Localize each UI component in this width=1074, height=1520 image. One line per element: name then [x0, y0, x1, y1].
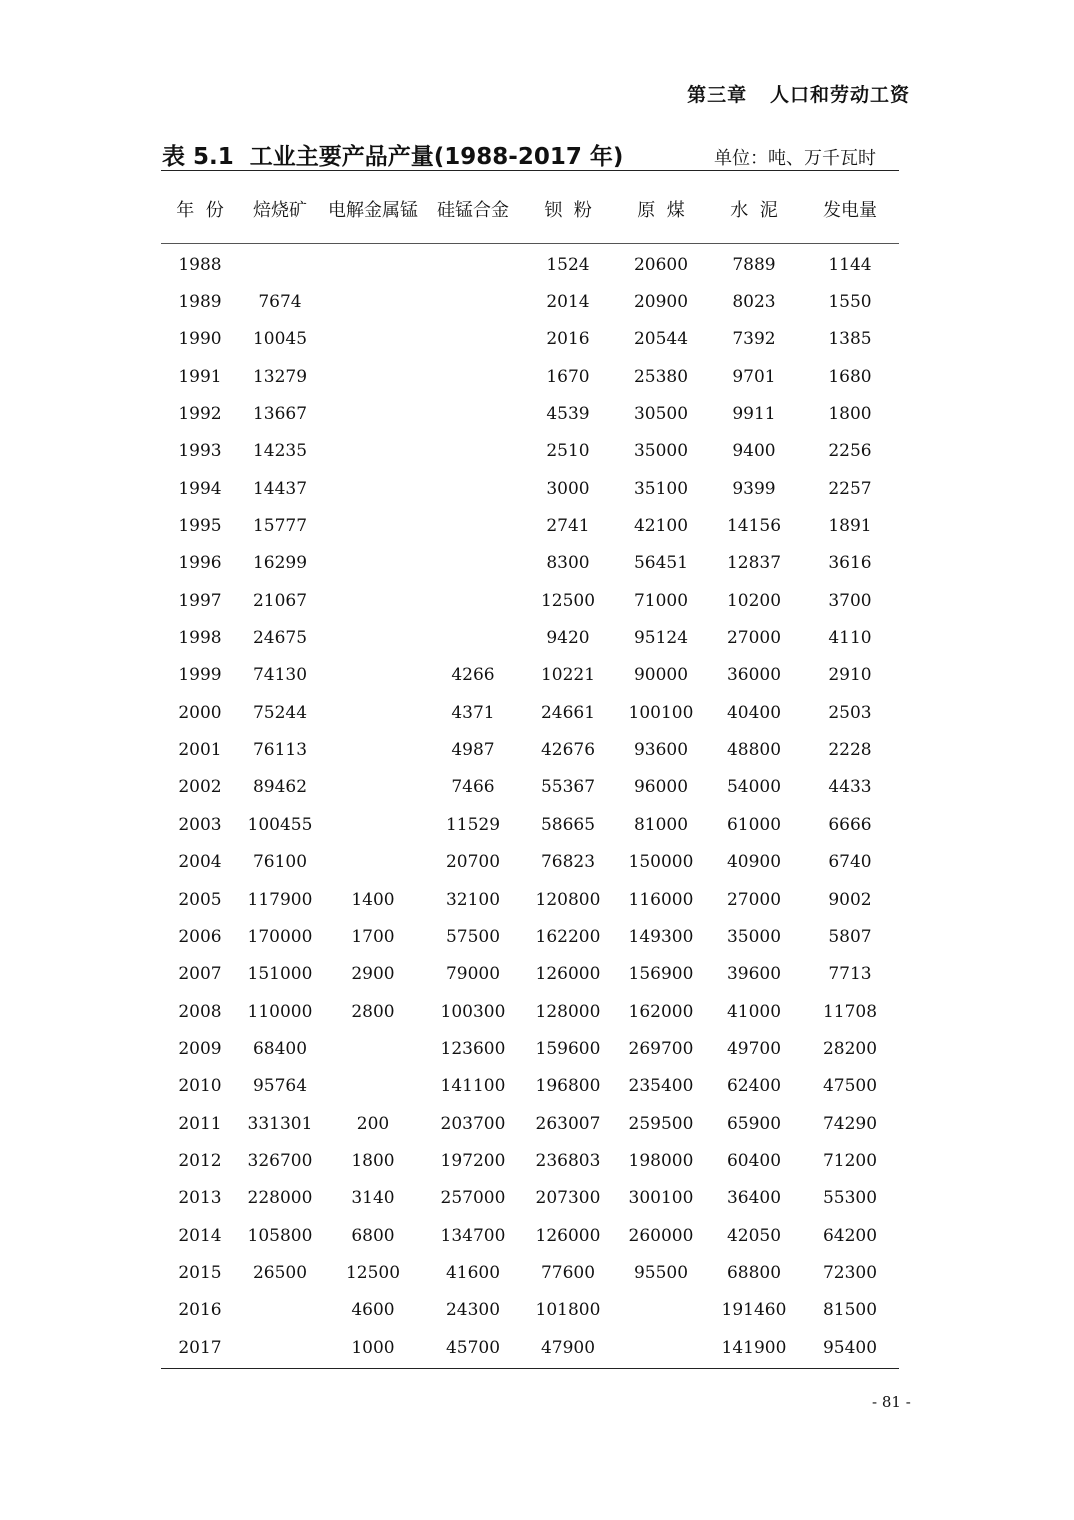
value-cell: 76113: [252, 740, 308, 761]
value-cell: 57500: [445, 926, 501, 947]
value-cell: [321, 806, 425, 843]
value-cell: 76100: [252, 852, 308, 873]
value-cell: 40400: [726, 702, 782, 723]
value-cell: 9400: [732, 441, 776, 462]
value-cell: [425, 470, 521, 507]
value-cell: [321, 731, 425, 768]
value-cell: 81500: [822, 1300, 878, 1321]
table-row: [161, 769, 899, 806]
value-cell: 101800: [535, 1300, 601, 1321]
table-row: [161, 1217, 899, 1254]
value-cell: [321, 1068, 425, 1105]
value-cell: 24300: [445, 1300, 501, 1321]
value-cell: 55300: [822, 1188, 878, 1209]
value-cell: [425, 507, 521, 544]
value-cell: 24661: [540, 702, 596, 723]
value-cell: 35100: [633, 478, 689, 499]
value-cell: 198000: [628, 1150, 694, 1171]
value-cell: 1680: [828, 366, 872, 387]
table-row: [161, 694, 899, 731]
year-cell: 2009: [178, 1038, 222, 1059]
value-cell: 110000: [247, 1001, 313, 1022]
value-cell: 1550: [828, 292, 872, 313]
value-cell: 1670: [546, 366, 590, 387]
value-cell: 95500: [633, 1262, 689, 1283]
year-cell: 1995: [178, 516, 222, 537]
year-cell: 1992: [178, 404, 222, 425]
table-row: [161, 1329, 899, 1366]
year-cell: 1989: [178, 292, 222, 313]
value-cell: [239, 246, 321, 283]
value-cell: 14235: [252, 441, 308, 462]
value-cell: 100455: [247, 814, 313, 835]
value-cell: 35000: [726, 926, 782, 947]
value-cell: 11708: [822, 1001, 878, 1022]
value-cell: 28200: [822, 1038, 878, 1059]
bottom-rule: [161, 1368, 899, 1369]
value-cell: 74290: [822, 1113, 878, 1134]
value-cell: 7889: [732, 254, 776, 275]
value-cell: 2900: [351, 964, 395, 985]
value-cell: 3000: [546, 478, 590, 499]
table-row: [161, 1030, 899, 1067]
value-cell: 300100: [628, 1188, 694, 1209]
value-cell: 24675: [252, 628, 308, 649]
value-cell: 27000: [726, 889, 782, 910]
table-row: [161, 956, 899, 993]
value-cell: 95400: [822, 1337, 878, 1358]
value-cell: [425, 321, 521, 358]
value-cell: 1400: [351, 889, 395, 910]
value-cell: 27000: [726, 628, 782, 649]
value-cell: 2014: [546, 292, 590, 313]
value-cell: 3616: [828, 553, 872, 574]
table-row: [161, 1292, 899, 1329]
year-cell: 2000: [178, 702, 222, 723]
value-cell: [615, 1292, 707, 1329]
year-cell: 2016: [178, 1300, 222, 1321]
value-cell: 20900: [633, 292, 689, 313]
table-row: [161, 321, 899, 358]
value-cell: 4371: [451, 702, 495, 723]
value-cell: [425, 582, 521, 619]
value-cell: 8300: [546, 553, 590, 574]
value-cell: 1144: [828, 254, 872, 275]
table-row: [161, 619, 899, 656]
value-cell: 260000: [628, 1225, 694, 1246]
value-cell: 120800: [535, 889, 601, 910]
value-cell: 126000: [535, 964, 601, 985]
year-cell: 1990: [178, 329, 222, 350]
value-cell: 3140: [351, 1188, 395, 1209]
value-cell: 7392: [732, 329, 776, 350]
value-cell: [239, 1329, 321, 1366]
value-cell: 9002: [828, 889, 872, 910]
value-cell: 79000: [445, 964, 501, 985]
column-header-roasted-ore: 焙烧矿: [253, 200, 307, 221]
value-cell: 159600: [535, 1038, 601, 1059]
value-cell: 1524: [546, 254, 590, 275]
value-cell: 71200: [822, 1150, 878, 1171]
year-cell: 2002: [178, 777, 222, 798]
value-cell: 4110: [828, 628, 872, 649]
value-cell: 1800: [828, 404, 872, 425]
value-cell: [321, 283, 425, 320]
value-cell: 20544: [633, 329, 689, 350]
value-cell: 116000: [628, 889, 694, 910]
value-cell: [321, 246, 425, 283]
table-row: [161, 918, 899, 955]
value-cell: 48800: [726, 740, 782, 761]
year-cell: 2004: [178, 852, 222, 873]
value-cell: 64200: [822, 1225, 878, 1246]
value-cell: 117900: [247, 889, 313, 910]
year-cell: 2012: [178, 1150, 222, 1171]
value-cell: 10221: [540, 665, 596, 686]
value-cell: 1000: [351, 1337, 395, 1358]
value-cell: 2510: [546, 441, 590, 462]
value-cell: 15777: [252, 516, 308, 537]
table-row: [161, 246, 899, 283]
value-cell: 3700: [828, 590, 872, 611]
value-cell: 42100: [633, 516, 689, 537]
value-cell: 95124: [633, 628, 689, 649]
table-row: [161, 844, 899, 881]
year-cell: 1988: [178, 254, 222, 275]
top-rule: [161, 170, 899, 171]
value-cell: 13667: [252, 404, 308, 425]
value-cell: 68400: [252, 1038, 308, 1059]
value-cell: [321, 657, 425, 694]
value-cell: 236803: [535, 1150, 601, 1171]
value-cell: [425, 395, 521, 432]
value-cell: 68800: [726, 1262, 782, 1283]
value-cell: 269700: [628, 1038, 694, 1059]
table-row: [161, 283, 899, 320]
value-cell: 45700: [445, 1337, 501, 1358]
table-body: [161, 233, 899, 1366]
production-table: [161, 185, 899, 1366]
value-cell: 150000: [628, 852, 694, 873]
value-cell: 4266: [451, 665, 495, 686]
page-number: - 81 -: [872, 1393, 911, 1411]
year-cell: 2010: [178, 1076, 222, 1097]
value-cell: [321, 1030, 425, 1067]
column-header-year: 年 份: [176, 200, 224, 221]
value-cell: 196800: [535, 1076, 601, 1097]
value-cell: 105800: [247, 1225, 313, 1246]
value-cell: 47900: [540, 1337, 596, 1358]
value-cell: 162000: [628, 1001, 694, 1022]
value-cell: 100100: [628, 702, 694, 723]
value-cell: 9420: [546, 628, 590, 649]
value-cell: 76823: [540, 852, 596, 873]
value-cell: 1891: [828, 516, 872, 537]
value-cell: 26500: [252, 1262, 308, 1283]
value-cell: 2016: [546, 329, 590, 350]
value-cell: 10200: [726, 590, 782, 611]
value-cell: 93600: [633, 740, 689, 761]
value-cell: 4433: [828, 777, 872, 798]
value-cell: 156900: [628, 964, 694, 985]
column-header-silicomanganese: 硅锰合金: [437, 200, 509, 221]
value-cell: 36000: [726, 665, 782, 686]
value-cell: 56451: [633, 553, 689, 574]
value-cell: 54000: [726, 777, 782, 798]
value-cell: [425, 246, 521, 283]
value-cell: 36400: [726, 1188, 782, 1209]
value-cell: 2910: [828, 665, 872, 686]
table-row: [161, 433, 899, 470]
value-cell: [321, 769, 425, 806]
year-cell: 2015: [178, 1262, 222, 1283]
table-row: [161, 395, 899, 432]
value-cell: [321, 358, 425, 395]
value-cell: [321, 844, 425, 881]
value-cell: 74130: [252, 665, 308, 686]
year-cell: 1991: [178, 366, 222, 387]
value-cell: [321, 694, 425, 731]
value-cell: 151000: [247, 964, 313, 985]
value-cell: 77600: [540, 1262, 596, 1283]
value-cell: 2741: [546, 516, 590, 537]
value-cell: [425, 619, 521, 656]
value-cell: 58665: [540, 814, 596, 835]
year-cell: 1997: [178, 590, 222, 611]
value-cell: 207300: [535, 1188, 601, 1209]
value-cell: [321, 507, 425, 544]
unit-label: 单位：吨、万千瓦时: [714, 148, 876, 169]
value-cell: 30500: [633, 404, 689, 425]
value-cell: 2256: [828, 441, 872, 462]
value-cell: 90000: [633, 665, 689, 686]
value-cell: 65900: [726, 1113, 782, 1134]
value-cell: 2257: [828, 478, 872, 499]
year-cell: 2006: [178, 926, 222, 947]
value-cell: 42050: [726, 1225, 782, 1246]
column-header-raw-coal: 原 煤: [637, 200, 685, 221]
value-cell: 1800: [351, 1150, 395, 1171]
table-row: [161, 358, 899, 395]
value-cell: 162200: [535, 926, 601, 947]
value-cell: 6740: [828, 852, 872, 873]
value-cell: 12500: [345, 1262, 401, 1283]
value-cell: 41600: [445, 1262, 501, 1283]
value-cell: 11529: [445, 814, 501, 835]
value-cell: 89462: [252, 777, 308, 798]
value-cell: 7674: [258, 292, 302, 313]
value-cell: 141900: [721, 1337, 787, 1358]
year-cell: 1996: [178, 553, 222, 574]
value-cell: 25380: [633, 366, 689, 387]
year-cell: 1993: [178, 441, 222, 462]
value-cell: [615, 1329, 707, 1366]
table-row: [161, 806, 899, 843]
value-cell: 5807: [828, 926, 872, 947]
value-cell: [321, 582, 425, 619]
value-cell: [425, 283, 521, 320]
year-cell: 2008: [178, 1001, 222, 1022]
value-cell: 149300: [628, 926, 694, 947]
value-cell: 9701: [732, 366, 776, 387]
value-cell: 96000: [633, 777, 689, 798]
column-header-power-generation: 发电量: [823, 200, 877, 221]
value-cell: 326700: [247, 1150, 313, 1171]
table-row: [161, 881, 899, 918]
value-cell: 20600: [633, 254, 689, 275]
value-cell: [425, 433, 521, 470]
table-row: [161, 507, 899, 544]
chapter-header: 第三章 人口和劳动工资: [687, 84, 910, 106]
table-row: [161, 1068, 899, 1105]
value-cell: 41000: [726, 1001, 782, 1022]
value-cell: 141100: [440, 1076, 506, 1097]
year-cell: 2007: [178, 964, 222, 985]
value-cell: 12837: [726, 553, 782, 574]
value-cell: 197200: [440, 1150, 506, 1171]
value-cell: 14156: [726, 516, 782, 537]
value-cell: 20700: [445, 852, 501, 873]
value-cell: 134700: [440, 1225, 506, 1246]
value-cell: 16299: [252, 553, 308, 574]
value-cell: 60400: [726, 1150, 782, 1171]
value-cell: 4539: [546, 404, 590, 425]
table-row: [161, 1105, 899, 1142]
year-cell: 2017: [178, 1337, 222, 1358]
value-cell: 42676: [540, 740, 596, 761]
table-row: [161, 657, 899, 694]
value-cell: 12500: [540, 590, 596, 611]
value-cell: 200: [356, 1113, 390, 1134]
year-cell: 2005: [178, 889, 222, 910]
year-cell: 2003: [178, 814, 222, 835]
table-row: [161, 470, 899, 507]
year-cell: 2014: [178, 1225, 222, 1246]
value-cell: 49700: [726, 1038, 782, 1059]
value-cell: [321, 619, 425, 656]
table-title: 表 5.1 工业主要产品产量(1988-2017 年): [162, 144, 624, 170]
value-cell: 1385: [828, 329, 872, 350]
value-cell: 14437: [252, 478, 308, 499]
value-cell: 235400: [628, 1076, 694, 1097]
value-cell: [321, 321, 425, 358]
value-cell: [321, 470, 425, 507]
value-cell: 7713: [828, 964, 872, 985]
value-cell: 4987: [451, 740, 495, 761]
table-row: [161, 545, 899, 582]
value-cell: 61000: [726, 814, 782, 835]
value-cell: 6666: [828, 814, 872, 835]
table-row: [161, 582, 899, 619]
table-row: [161, 731, 899, 768]
table-row: [161, 1254, 899, 1291]
value-cell: [321, 545, 425, 582]
value-cell: 40900: [726, 852, 782, 873]
value-cell: 170000: [247, 926, 313, 947]
value-cell: 100300: [440, 1001, 506, 1022]
value-cell: [321, 395, 425, 432]
value-cell: [321, 433, 425, 470]
year-cell: 2011: [178, 1113, 222, 1134]
value-cell: 9911: [732, 404, 776, 425]
column-header-cement: 水 泥: [730, 200, 778, 221]
table-row: [161, 1142, 899, 1179]
value-cell: 62400: [726, 1076, 782, 1097]
column-header-electrolytic-manganese: 电解金属锰: [328, 200, 418, 221]
value-cell: 331301: [247, 1113, 313, 1134]
value-cell: 9399: [732, 478, 776, 499]
year-cell: 2013: [178, 1188, 222, 1209]
value-cell: 126000: [535, 1225, 601, 1246]
table-header-row: [161, 185, 899, 233]
value-cell: 128000: [535, 1001, 601, 1022]
value-cell: 259500: [628, 1113, 694, 1134]
value-cell: 123600: [440, 1038, 506, 1059]
value-cell: 263007: [535, 1113, 601, 1134]
value-cell: [425, 545, 521, 582]
value-cell: 35000: [633, 441, 689, 462]
table-row: [161, 993, 899, 1030]
value-cell: 228000: [247, 1188, 313, 1209]
column-header-barium-powder: 钡 粉: [544, 200, 592, 221]
year-cell: 1994: [178, 478, 222, 499]
value-cell: 47500: [822, 1076, 878, 1097]
year-cell: 2001: [178, 740, 222, 761]
value-cell: 39600: [726, 964, 782, 985]
value-cell: 8023: [732, 292, 776, 313]
value-cell: 2228: [828, 740, 872, 761]
value-cell: 4600: [351, 1300, 395, 1321]
value-cell: 71000: [633, 590, 689, 611]
year-cell: 1998: [178, 628, 222, 649]
value-cell: 95764: [252, 1076, 308, 1097]
value-cell: 75244: [252, 702, 308, 723]
value-cell: 191460: [721, 1300, 787, 1321]
year-cell: 1999: [178, 665, 222, 686]
value-cell: 55367: [540, 777, 596, 798]
value-cell: 72300: [822, 1262, 878, 1283]
value-cell: 81000: [633, 814, 689, 835]
value-cell: 2800: [351, 1001, 395, 1022]
value-cell: 32100: [445, 889, 501, 910]
value-cell: 203700: [440, 1113, 506, 1134]
table-row: [161, 1180, 899, 1217]
value-cell: [425, 358, 521, 395]
value-cell: 10045: [252, 329, 308, 350]
value-cell: 6800: [351, 1225, 395, 1246]
value-cell: 21067: [252, 590, 308, 611]
header-spacer: [161, 233, 899, 246]
value-cell: [239, 1292, 321, 1329]
value-cell: 2503: [828, 702, 872, 723]
value-cell: 1700: [351, 926, 395, 947]
value-cell: 13279: [252, 366, 308, 387]
value-cell: 7466: [451, 777, 495, 798]
value-cell: 257000: [440, 1188, 506, 1209]
